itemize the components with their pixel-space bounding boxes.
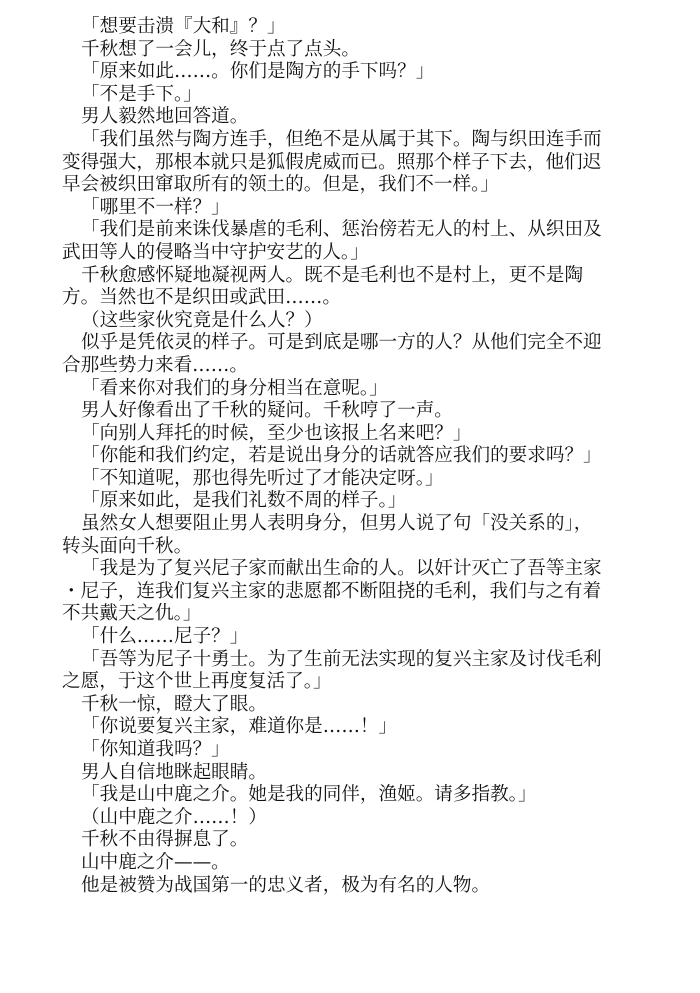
text-line: 「想要击溃『大和』？」 <box>81 16 286 37</box>
text-line: 男人好像看出了千秋的疑问。千秋哼了一声。 <box>81 400 453 422</box>
text-line: 千秋一惊，瞪大了眼。 <box>81 693 267 715</box>
text-line: 不共戴天之仇。」 <box>62 603 202 625</box>
text-line: 男人自信地眯起眼睛。 <box>81 761 267 783</box>
book-page <box>62 16 628 897</box>
text-line: 之愿，于这个世上再度复活了。」 <box>62 671 332 693</box>
text-line: 千秋想了一会儿，终于点了点头。 <box>81 38 360 60</box>
text-line: 似乎是凭依灵的样子。可是到底是哪一方的人？从他们完全不迎 <box>81 332 602 354</box>
text-line: 「你能和我们约定，若是说出身分的话就答应我们的要求吗？」 <box>81 445 602 467</box>
text-line: 虽然女人想要阻止男人表明身分，但男人说了句「没关系的」， <box>81 513 593 535</box>
text-line: 武田等人的侵略当中守护安艺的人。」 <box>62 241 369 263</box>
text-line: 合那些势力来看……。 <box>62 354 248 376</box>
text-line: 千秋愈感怀疑地凝视两人。既不是毛利也不是村上，更不是陶 <box>81 264 584 286</box>
text-line: 「吾等为尼子十勇士。为了生前无法实现的复兴主家及讨伐毛利 <box>81 648 602 670</box>
text-line: 「原来如此，是我们礼数不周的样子。」 <box>81 490 407 512</box>
text-line: 早会被织田窜取所有的领土的。但是，我们不一样。」 <box>62 174 499 196</box>
text-line: ・尼子，连我们复兴主家的悲愿都不断阻挠的毛利，我们与之有着 <box>62 580 602 602</box>
text-line: 「不知道呢，那也得先听过了才能决定呀。」 <box>81 467 444 489</box>
text-line: 「什么……尼子？」 <box>81 626 249 648</box>
text-line: 「原来如此……。你们是陶方的手下吗？」 <box>81 61 435 83</box>
text-line: 「看来你对我们的身分相当在意呢。」 <box>81 377 388 399</box>
text-line: 千秋不由得摒息了。 <box>81 829 249 851</box>
text-line: 「不是手下。」 <box>81 83 202 105</box>
text-line: 男人毅然地回答道。 <box>81 106 249 128</box>
text-line: 「我们虽然与陶方连手，但绝不是从属于其下。陶与织田连手而 <box>81 128 602 150</box>
text-line: 转头面向千秋。 <box>62 535 193 557</box>
text-line: 「我是山中鹿之介。她是我的同伴，渔姬。请多指教。」 <box>81 784 537 806</box>
text-line: 「你知道我吗？」 <box>81 739 230 760</box>
text-line: 方。当然也不是织田或武田……。 <box>62 287 341 309</box>
text-line: 山中鹿之介——。 <box>81 851 230 873</box>
text-line: 「哪里不一样？」 <box>81 196 230 218</box>
text-line: （山中鹿之介……！） <box>81 806 267 828</box>
text-line: 「你说要复兴主家，难道你是……！」 <box>81 716 398 738</box>
text-line: （这些家伙究竟是什么人？） <box>81 309 323 331</box>
text-line: 他是被赞为战国第一的忠义者，极为有名的人物。 <box>81 874 491 896</box>
text-line: 变得强大，那根本就只是狐假虎威而已。照那个样子下去，他们迟 <box>62 151 602 173</box>
text-line: 「我们是前来诛伐暴虐的毛利、惩治傍若无人的村上、从织田及 <box>81 219 602 241</box>
text-line: 「我是为了复兴尼子家而献出生命的人。以奸计灭亡了吾等主家 <box>81 558 602 580</box>
text-line: 「向别人拜托的时候，至少也该报上名来吧？」 <box>81 422 472 444</box>
